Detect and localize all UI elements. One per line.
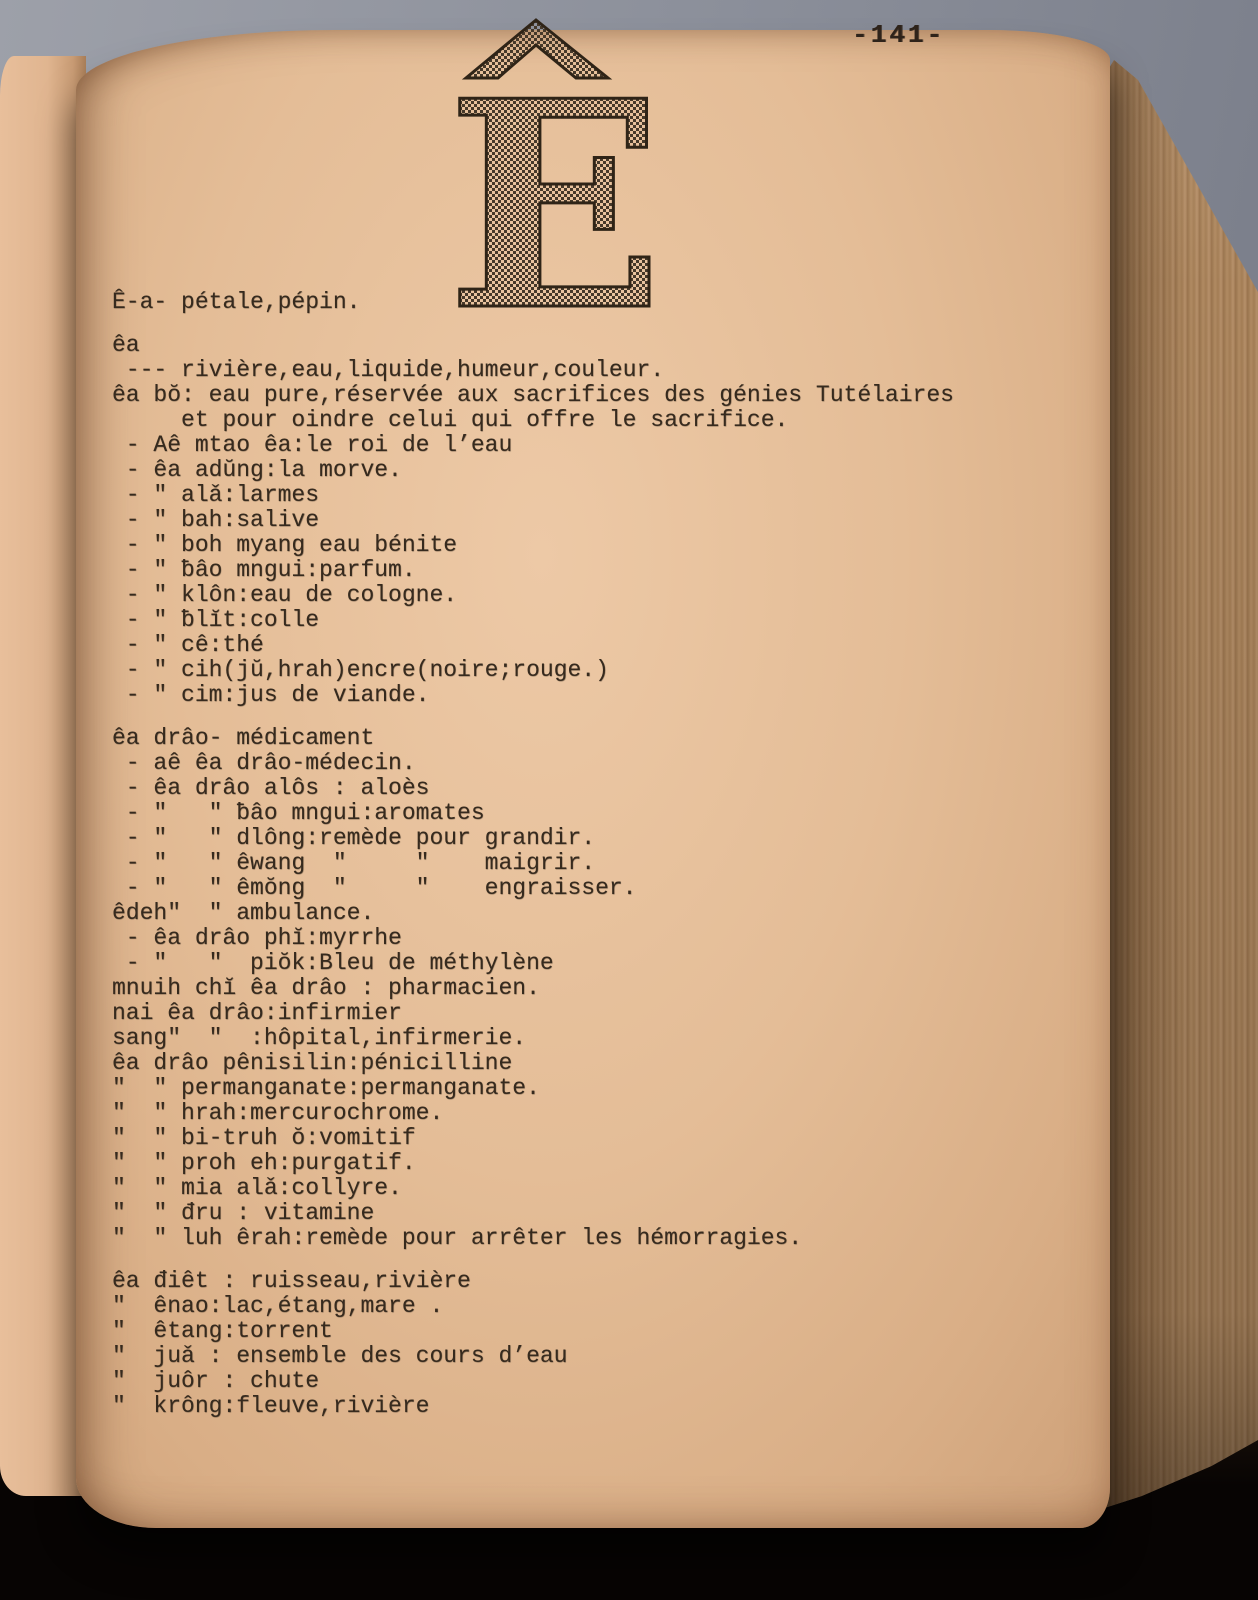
dictionary-line: " " luh êrah:remède pour arrêter les hémorragies. xyxy=(112,1225,803,1251)
dictionary-line: êa xyxy=(112,332,140,358)
dictionary-line: - " " ƀâo mngui:aromates xyxy=(112,800,485,826)
dictionary-line: êa drâo- médicament xyxy=(112,725,375,751)
dictionary-line: êdeh" " ambulance. xyxy=(112,900,375,926)
dictionary-line: êa drâo pênisilin:pénicilline xyxy=(112,1050,513,1076)
dictionary-line: - " ƀâo mngui:parfum. xyxy=(112,557,416,583)
dictionary-line: - " cim:jus de viande. xyxy=(112,682,430,708)
dictionary-line: --- rivière,eau,liquide,humeur,couleur. xyxy=(112,357,665,383)
dictionary-line: - " ƀlĭt:colle xyxy=(112,607,320,633)
dictionary-line: et pour oindre celui qui offre le sacrifice. xyxy=(112,407,789,433)
dictionary-line: - " klôn:eau de cologne. xyxy=(112,582,458,608)
dictionary-line: Ê-a- pétale,pépin. xyxy=(112,289,361,315)
dictionary-line: " juôr : chute xyxy=(112,1368,320,1394)
dictionary-line: - aê êa drâo-médecin. xyxy=(112,750,416,776)
dictionary-line xyxy=(112,315,954,333)
dictionary-line: " " đru : vitamine xyxy=(112,1200,375,1226)
dictionary-line xyxy=(112,1251,954,1269)
dictionary-line: - " " dlông:remède pour grandir. xyxy=(112,825,596,851)
dictionary-line: " krông:fleuve,rivière xyxy=(112,1393,430,1419)
dictionary-line: " " hrah:mercurochrome. xyxy=(112,1100,444,1126)
facing-page-edge xyxy=(0,56,86,1496)
dictionary-line: - êa adŭng:la morve. xyxy=(112,457,402,483)
dictionary-line: - " " êmŏng " " engraisser. xyxy=(112,875,637,901)
drop-cap-letter xyxy=(450,14,665,319)
dictionary-line: " " proh eh:purgatif. xyxy=(112,1150,416,1176)
dictionary-line: " " bi-truh ŏ:vomitif xyxy=(112,1125,416,1151)
dictionary-line: " " permanganate:permanganate. xyxy=(112,1075,540,1101)
dictionary-line: sang" " :hôpital,infirmerie. xyxy=(112,1025,527,1051)
dictionary-line: mnuih chĭ êa drâo : pharmacien. xyxy=(112,975,540,1001)
typed-text-block xyxy=(112,290,954,1419)
page-number: -141- xyxy=(852,20,946,50)
dictionary-line: " juǎ : ensemble des cours d’eau xyxy=(112,1343,568,1369)
dictionary-line: - êa drâo alôs : aloès xyxy=(112,775,430,801)
dictionary-line: - " bah:salive xyxy=(112,507,320,533)
dictionary-line: - " " piŏk:Bleu de méthylène xyxy=(112,950,554,976)
dictionary-line: - " " êwang " " maigrir. xyxy=(112,850,596,876)
dictionary-line xyxy=(112,708,954,726)
drop-cap-e-circumflex xyxy=(450,14,665,314)
dictionary-line: - " alǎ:larmes xyxy=(112,482,320,508)
dictionary-line: - Aê mtao êa:le roi de l’eau xyxy=(112,432,513,458)
dictionary-line: - " cê:thé xyxy=(112,632,264,658)
drop-cap-base-letter: E xyxy=(450,39,664,314)
dictionary-line: nai êa drâo:infirmier xyxy=(112,1000,402,1026)
dictionary-line: - êa drâo phĭ:myrrhe xyxy=(112,925,402,951)
dictionary-line: - " cih(jŭ,hrah)encre(noire;rouge.) xyxy=(112,657,609,683)
dictionary-line: " " mia alǎ:collyre. xyxy=(112,1175,402,1201)
dictionary-line: " ênao:lac,étang,mare . xyxy=(112,1293,444,1319)
dictionary-line: " êtang:torrent xyxy=(112,1318,333,1344)
dictionary-line: - " boh myang eau bénite xyxy=(112,532,458,558)
dictionary-line: êa bŏ: eau pure,réservée aux sacrifices des génies Tutélaires xyxy=(112,382,954,408)
dictionary-line: êa điêt : ruisseau,rivière xyxy=(112,1268,471,1294)
